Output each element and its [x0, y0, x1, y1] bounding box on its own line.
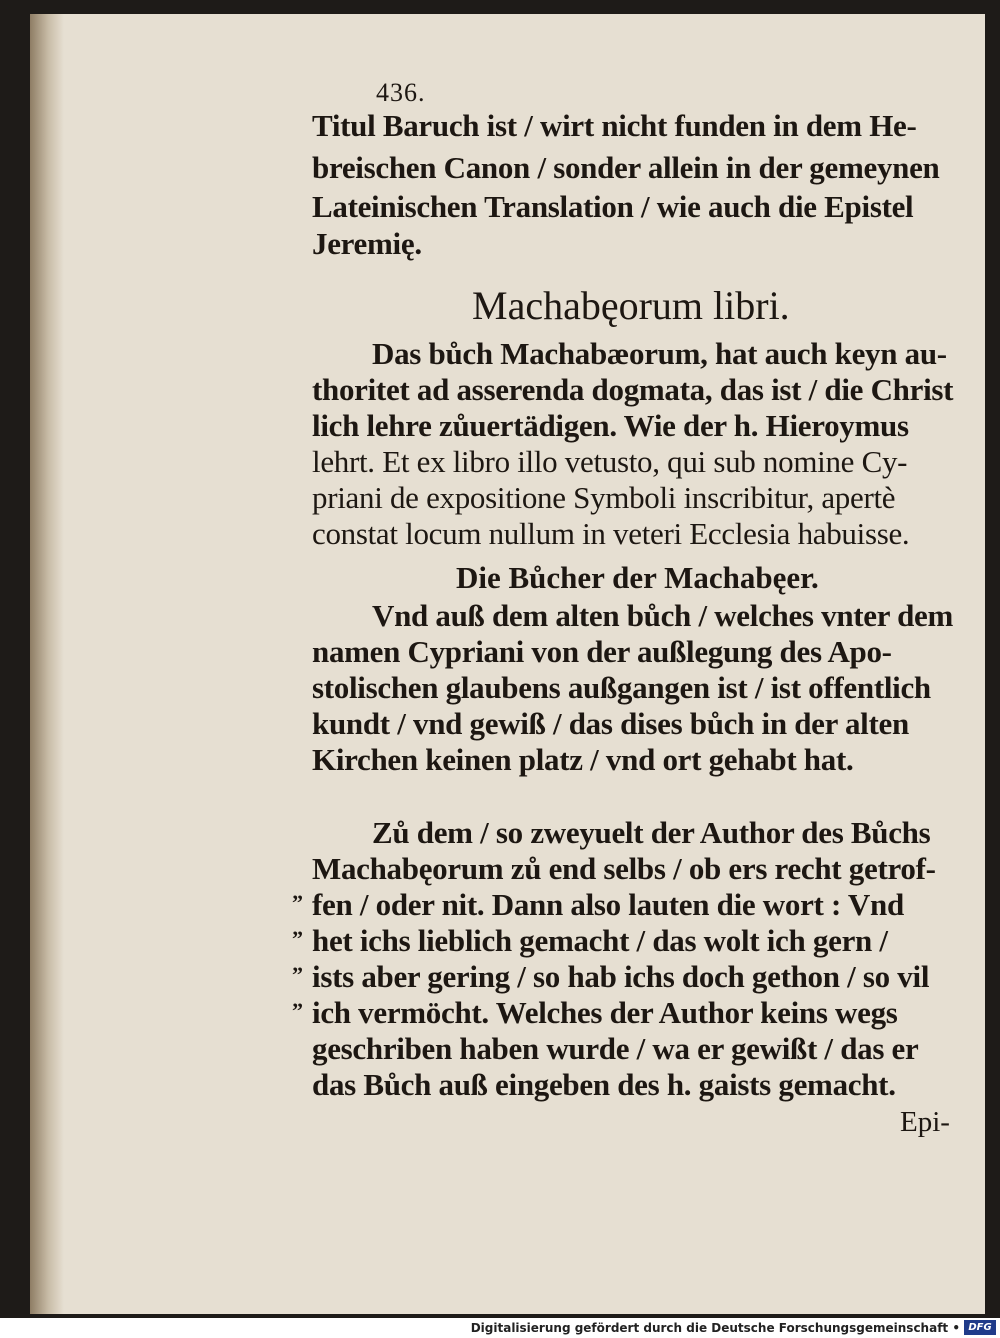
text-line: Machabęorum zů end selbs / ob ers recht getrof-: [312, 851, 936, 886]
text-line: Titul Baruch ist / wirt nicht funden in dem He-: [312, 108, 917, 143]
text-line: Lateinischen Translation / wie auch die Epistel: [312, 189, 914, 224]
text-line: fen / oder nit. Dann also lauten die wort : Vnd: [312, 887, 904, 922]
quotation-mark: ”: [292, 926, 303, 951]
text-line: priani de expositione Symboli inscribitur, apertè: [312, 480, 896, 515]
funding-credit: Digitalisierung gefördert durch die Deutsche Forschungsgemeinschaft •: [470, 1321, 960, 1335]
quotation-mark: ”: [292, 998, 303, 1023]
text-line: lich lehre zůuertädigen. Wie der h. Hieroymus: [312, 408, 909, 443]
text-line: Kirchen keinen platz / vnd ort gehabt hat.: [312, 742, 854, 777]
catchword: Epi-: [900, 1106, 950, 1138]
text-line: Vnd auß dem alten bůch / welches vnter dem: [372, 598, 954, 633]
text-line: ists aber gering / so hab ichs doch gethon / so vil: [312, 959, 930, 994]
text-line: Das bůch Machabæorum, hat auch keyn au-: [372, 336, 947, 371]
text-line: geschriben haben wurde / wa er gewißt / das er: [312, 1031, 919, 1066]
text-line: breischen Canon / sonder allein in der gemeynen: [312, 150, 940, 185]
text-line: Zů dem / so zweyuelt der Author des Bůchs: [372, 815, 931, 850]
text-line: kundt / vnd gewiß / das dises bůch in der alten: [312, 706, 909, 741]
text-line: ich vermöcht. Welches der Author keins wegs: [312, 995, 898, 1030]
page-gutter: [30, 14, 64, 1314]
quotation-mark: ”: [292, 962, 303, 987]
text-line: thoritet ad asserenda dogmata, das ist / die Christ: [312, 372, 954, 407]
text-line: das Bůch auß eingeben des h. gaists gemacht.: [312, 1067, 896, 1102]
text-line: Jeremię.: [312, 226, 422, 261]
text-line: het ichs lieblich gemacht / das wolt ich gern /: [312, 923, 888, 958]
footer-bar: [0, 1318, 1000, 1338]
text-line: constat locum nullum in veteri Ecclesia habuisse.: [312, 516, 910, 551]
page-number: 436.: [376, 78, 426, 107]
text-line: stolischen glaubens außgangen ist / ist offentlich: [312, 670, 931, 705]
quotation-mark: ”: [292, 890, 303, 915]
subheading: Die Bůcher der Machabęer.: [456, 560, 819, 595]
section-heading: Machabęorum libri.: [472, 283, 790, 328]
dfg-logo-icon: DFG: [964, 1320, 996, 1335]
text-line: namen Cypriani von der außlegung des Apo-: [312, 634, 892, 669]
text-line: lehrt. Et ex libro illo vetusto, qui sub nomine Cy-: [312, 444, 908, 479]
